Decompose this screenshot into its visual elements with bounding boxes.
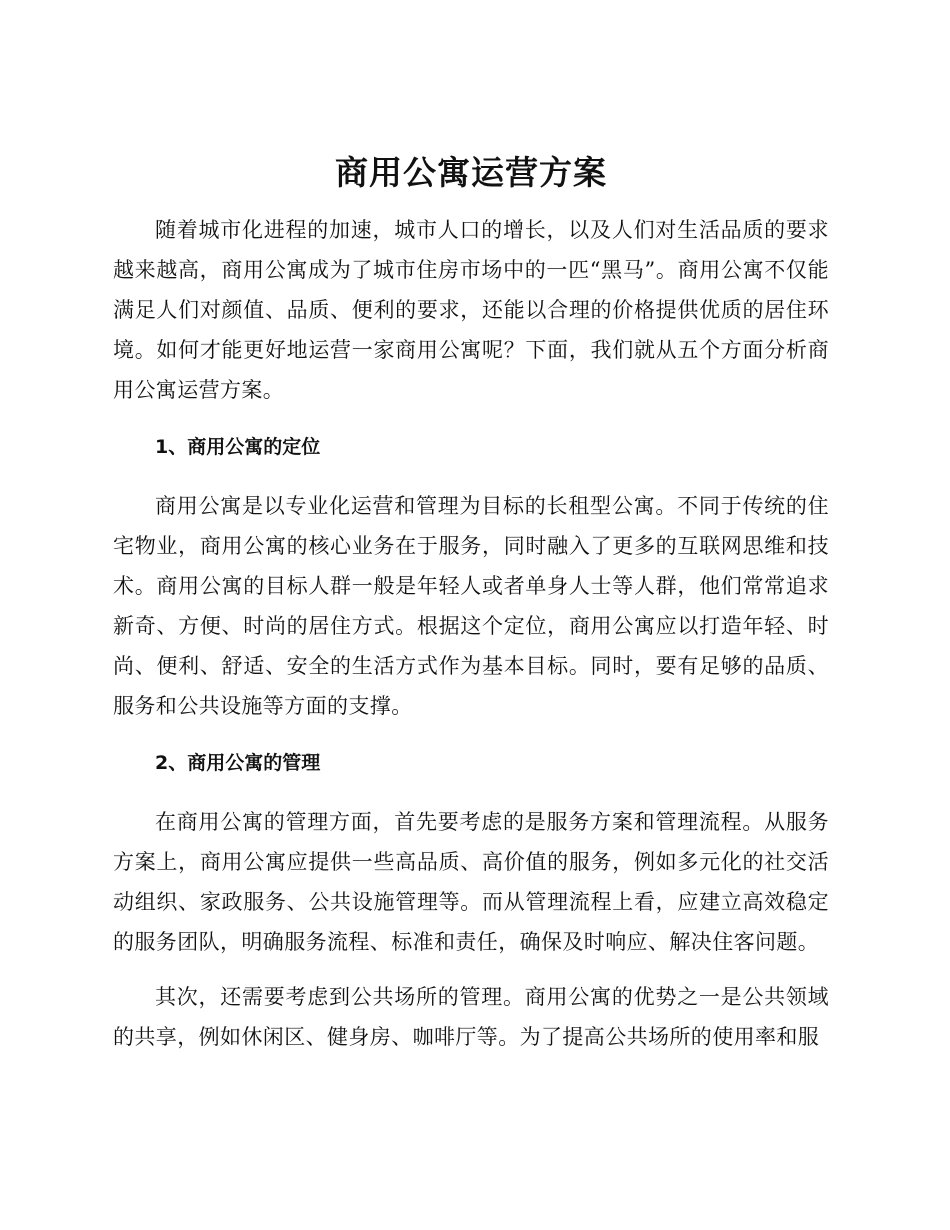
intro-paragraph: 随着城市化进程的加速，城市人口的增长，以及人们对生活品质的要求越来越高，商用公寓成为了城市住房市场中的一匹“黑马”。商用公寓不仅能满足人们对颜值、品质、便利的要求，还能以合理的价格提供优质的居住环境。如何才能更好地运营一家商用公寓呢？下面，我们就从五个方面分析商用公寓运营方案。 xyxy=(113,218,829,402)
section-heading-management: 2、商用公寓的管理 xyxy=(155,752,321,774)
document-page xyxy=(113,148,829,1057)
section-heading-positioning: 1、商用公寓的定位 xyxy=(155,436,321,458)
section-positioning-paragraph: 商用公寓是以专业化运营和管理为目标的长租型公寓。不同于传统的住宅物业，商用公寓的核心业务在于服务，同时融入了更多的互联网思维和技术。商用公寓的目标人群一般是年轻人或者单身人士等人群，他们常常追求新奇、方便、时尚的居住方式。根据这个定位，商用公寓应以打造年轻、时尚、便利、舒适、安全的生活方式作为基本目标。同时，要有足够的品质、服务和公共设施等方面的支撑。 xyxy=(113,494,829,718)
section-management-paragraph-1: 在商用公寓的管理方面，首先要考虑的是服务方案和管理流程。从服务方案上，商用公寓应提供一些高品质、高价值的服务，例如多元化的社交活动组织、家政服务、公共设施管理等。而从管理流程上看，应建立高效稳定的服务团队，明确服务流程、标准和责任，确保及时响应、解决住客问题。 xyxy=(113,810,829,954)
document-title: 商用公寓运营方案 xyxy=(335,153,607,192)
section-management-paragraph-2: 其次，还需要考虑到公共场所的管理。商用公寓的优势之一是公共领域的共享，例如休闲区、健身房、咖啡厅等。为了提高公共场所的使用率和服 xyxy=(113,985,829,1049)
